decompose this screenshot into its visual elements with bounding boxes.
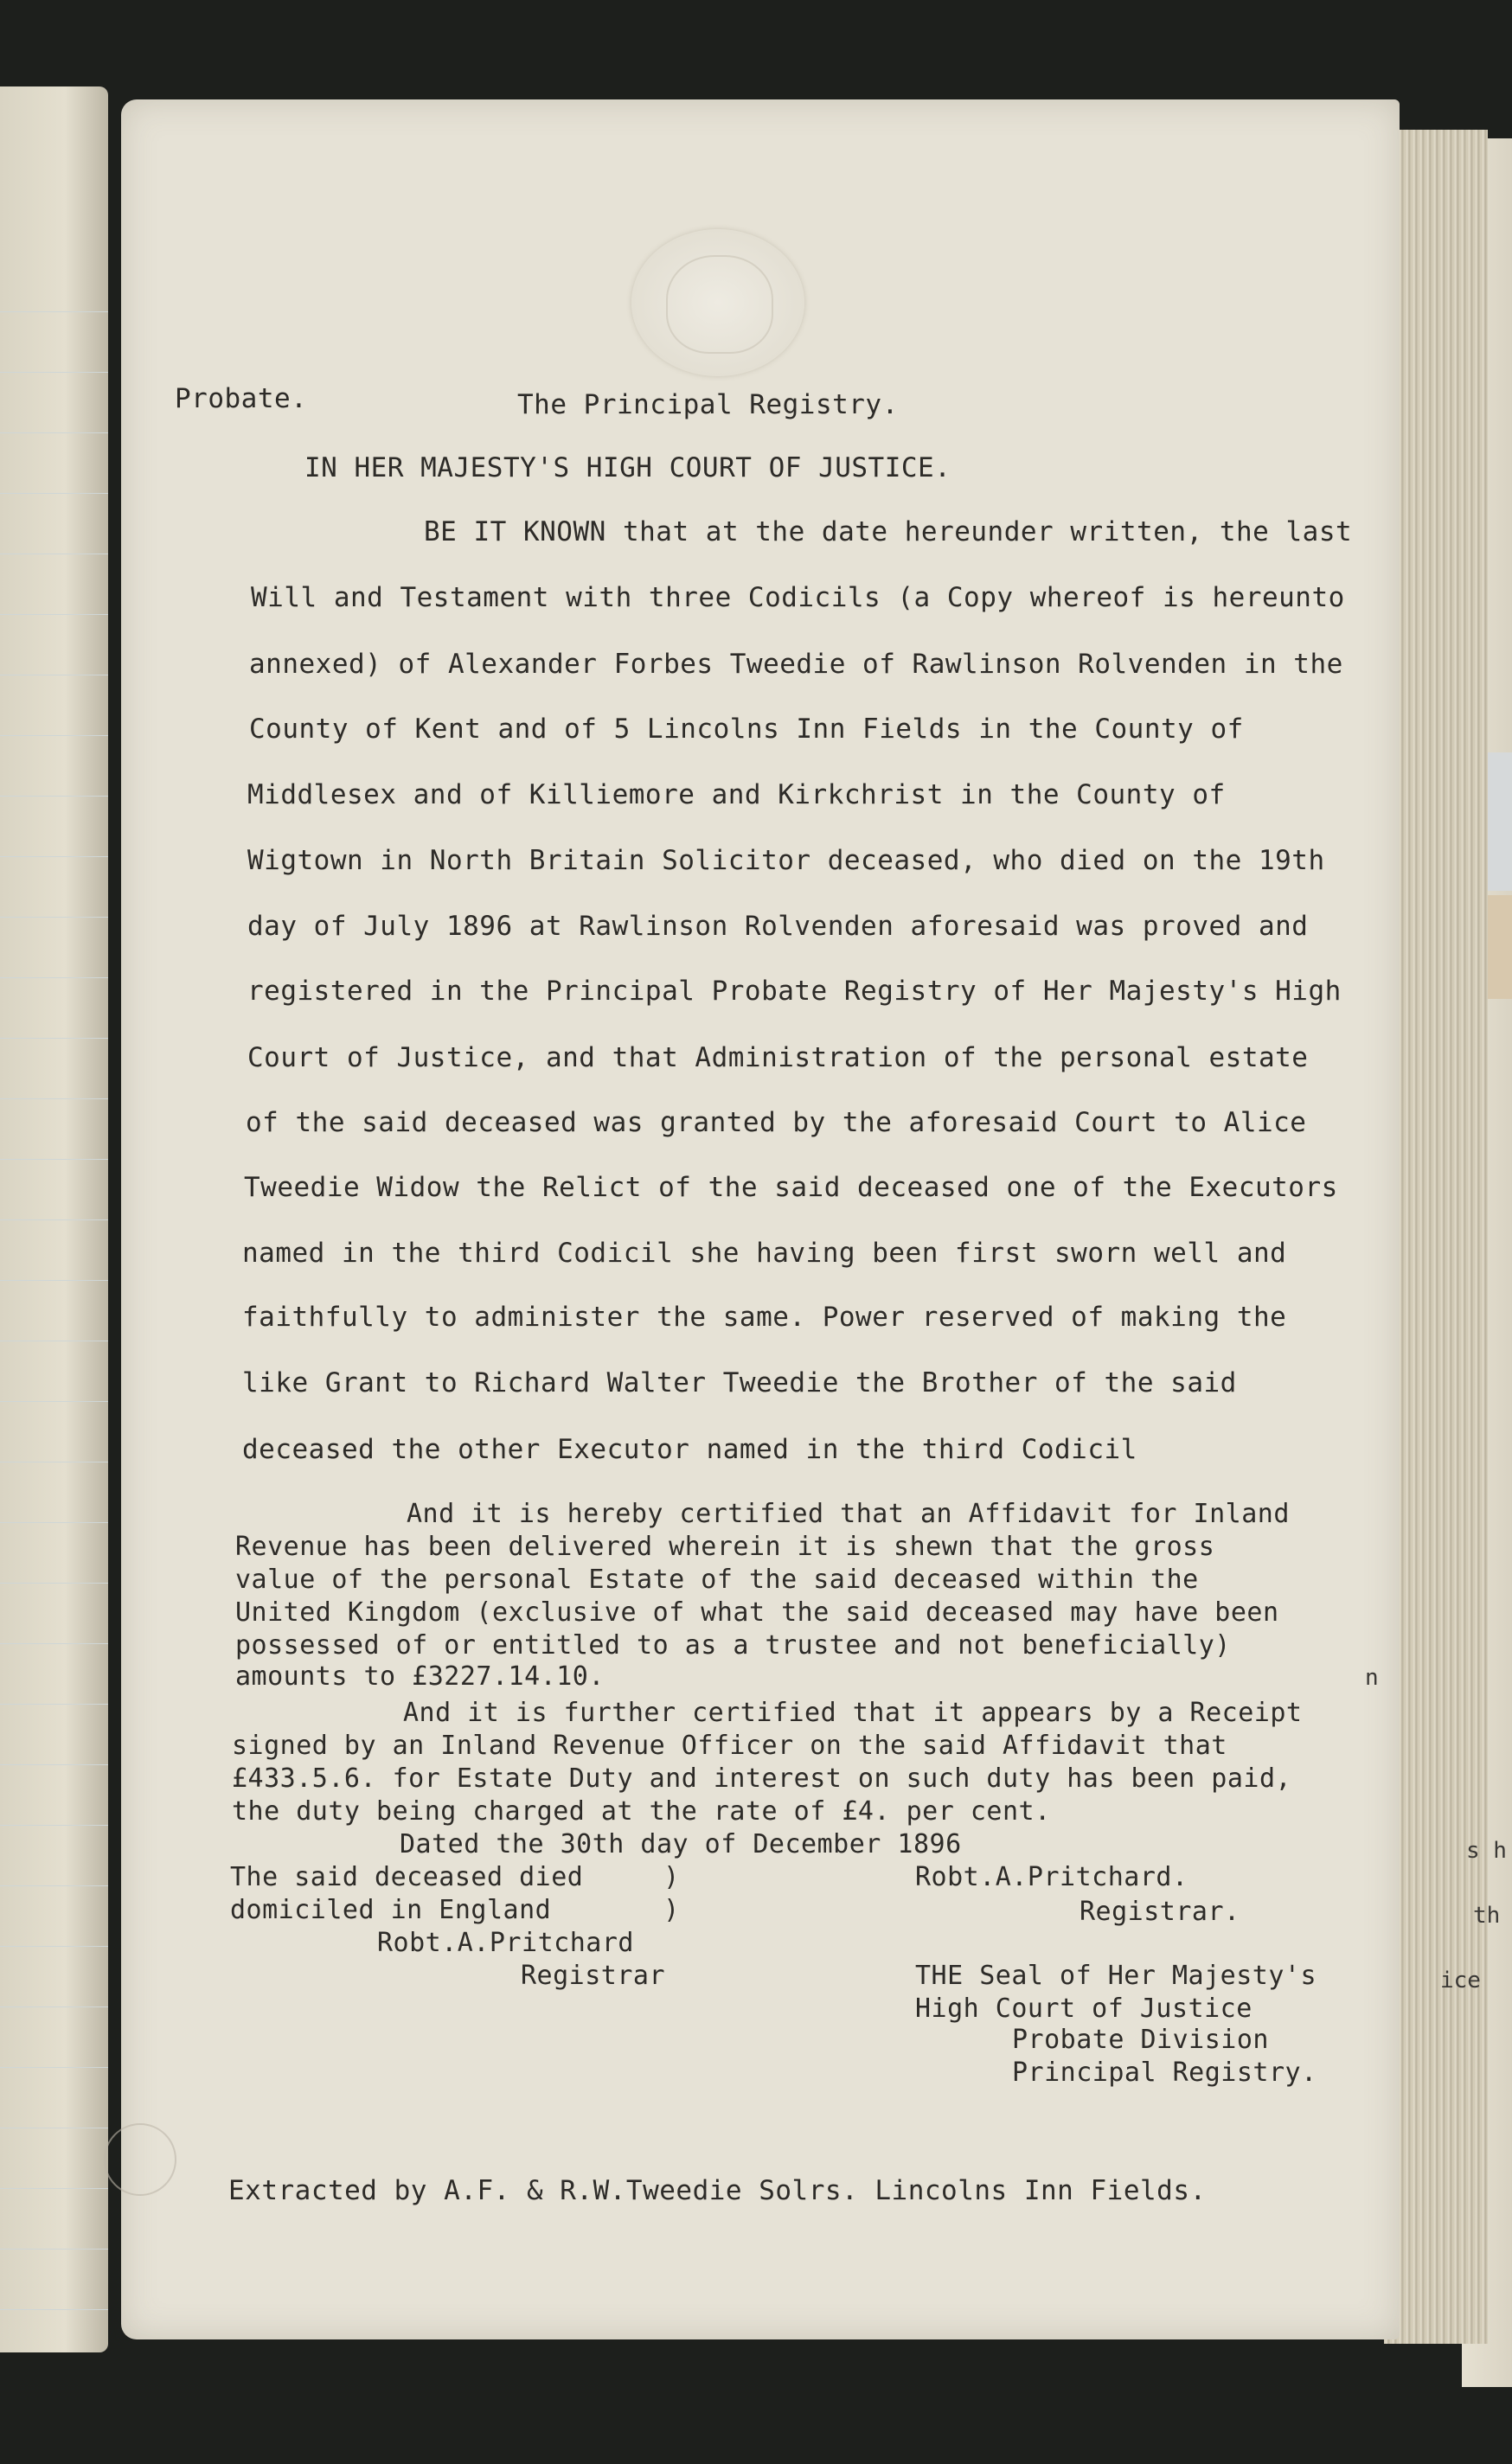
- body-line: like Grant to Richard Walter Tweedie the Brother of the said: [242, 1367, 1237, 1398]
- embossed-seal-icon: [631, 229, 804, 376]
- margin-fragment: n: [1365, 1665, 1379, 1691]
- signature-title: Registrar.: [1080, 1897, 1240, 1927]
- body-line: registered in the Principal Probate Registry of Her Majesty's High: [247, 976, 1342, 1007]
- probate-label: Probate.: [175, 383, 308, 414]
- margin-fragment: th: [1473, 1903, 1501, 1929]
- left-book-page: [0, 86, 108, 2352]
- margin-fragment: ice: [1440, 1968, 1481, 1994]
- affidavit-line: signed by an Inland Revenue Officer on the said Affidavit that: [232, 1731, 1227, 1761]
- body-line: Tweedie Widow the Relict of the said deceased one of the Executors: [244, 1172, 1338, 1203]
- affidavit-line: Revenue has been delivered wherein it is shewn that the gross: [235, 1532, 1215, 1562]
- body-line: Will and Testament with three Codicils (a Copy whereof is hereunto: [251, 582, 1345, 613]
- affidavit-line: And it is further certified that it appears by a Receipt: [403, 1698, 1303, 1728]
- domicile-title: Registrar: [521, 1961, 666, 1991]
- court-heading: IN HER MAJESTY'S HIGH COURT OF JUSTICE.: [304, 452, 951, 483]
- body-line: day of July 1896 at Rawlinson Rolvenden aforesaid was proved and: [247, 911, 1309, 942]
- registry-heading: The Principal Registry.: [517, 389, 899, 420]
- affidavit-line: United Kingdom (exclusive of what the said deceased may have been: [235, 1597, 1279, 1628]
- domicile-line: The said deceased died ): [230, 1862, 680, 1892]
- signature-name: Robt.A.Pritchard.: [915, 1862, 1188, 1892]
- extracted-by-line: Extracted by A.F. & R.W.Tweedie Solrs. Lincolns Inn Fields.: [228, 2175, 1207, 2206]
- document-page: [121, 99, 1400, 2339]
- body-line: Middlesex and of Killiemore and Kirkchrist in the County of: [247, 779, 1226, 810]
- seal-text-line: High Court of Justice: [915, 1994, 1253, 2024]
- domicile-signer: Robt.A.Pritchard: [377, 1928, 634, 1958]
- body-line: Court of Justice, and that Administration of the personal estate: [247, 1042, 1309, 1073]
- margin-fragment: s h: [1466, 1838, 1507, 1864]
- body-line: of the said deceased was granted by the aforesaid Court to Alice: [246, 1107, 1307, 1138]
- body-line: Wigtown in North Britain Solicitor deceased, who died on the 19th: [247, 845, 1325, 876]
- dated-line: Dated the 30th day of December 1896: [400, 1829, 962, 1859]
- ink-mark-icon: [104, 2123, 176, 2196]
- body-line: annexed) of Alexander Forbes Tweedie of Rawlinson Rolvenden in the: [249, 649, 1343, 680]
- affidavit-line: possessed of or entitled to as a trustee and not beneficially): [235, 1630, 1231, 1661]
- seal-text-line: Probate Division: [1012, 2025, 1269, 2055]
- seal-text-line: THE Seal of Her Majesty's: [915, 1961, 1317, 1991]
- affidavit-line: the duty being charged at the rate of £4. per cent.: [232, 1796, 1051, 1827]
- body-line: BE IT KNOWN that at the date hereunder written, the last: [424, 516, 1353, 547]
- affidavit-line: And it is hereby certified that an Affidavit for Inland: [407, 1499, 1290, 1529]
- domicile-line: domiciled in England ): [230, 1895, 680, 1925]
- seal-text-line: Principal Registry.: [1012, 2058, 1317, 2088]
- page-edges: [1384, 130, 1488, 2344]
- body-line: faithfully to administer the same. Power reserved of making the: [242, 1302, 1287, 1333]
- affidavit-line: amounts to £3227.14.10.: [235, 1661, 605, 1692]
- body-line: named in the third Codicil she having been first sworn well and: [242, 1238, 1287, 1269]
- body-line: County of Kent and of 5 Lincolns Inn Fields in the County of: [249, 714, 1244, 745]
- body-line: deceased the other Executor named in the third Codicil: [242, 1434, 1137, 1465]
- affidavit-line: £433.5.6. for Estate Duty and interest on such duty has been paid,: [232, 1763, 1292, 1794]
- affidavit-line: value of the personal Estate of the said deceased within the: [235, 1565, 1199, 1595]
